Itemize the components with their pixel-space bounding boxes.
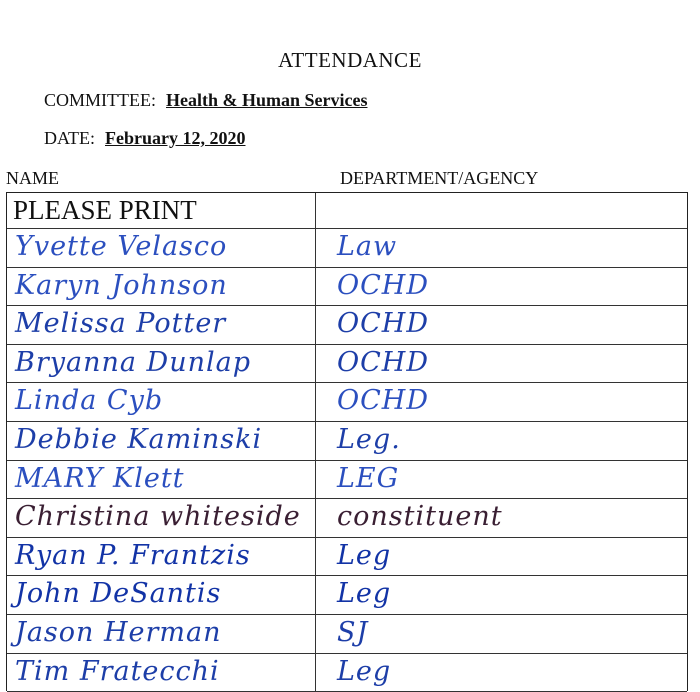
committee-line xyxy=(44,90,367,111)
attendee-department: OCHD xyxy=(337,385,429,417)
attendee-department: OCHD xyxy=(337,308,429,340)
table-row xyxy=(7,499,687,538)
attendee-name: Yvette Velasco xyxy=(15,231,228,262)
attendee-name: Bryanna Dunlap xyxy=(15,346,251,378)
table-row xyxy=(7,654,687,692)
attendance-table xyxy=(6,192,688,691)
table-row xyxy=(7,383,687,422)
please-print-instruction: PLEASE PRINT xyxy=(13,195,197,225)
table-row xyxy=(7,268,687,307)
attendee-name: Linda Cyb xyxy=(15,385,164,417)
attendee-name: John DeSantis xyxy=(15,578,222,610)
attendee-department: Law xyxy=(337,231,398,262)
attendee-department: Leg xyxy=(337,539,392,571)
table-row xyxy=(7,422,687,461)
table-row xyxy=(7,538,687,577)
page-title: ATTENDANCE xyxy=(278,48,422,72)
attendee-department: Leg xyxy=(337,655,392,687)
attendee-name: Karyn Johnson xyxy=(15,269,228,301)
table-row xyxy=(7,345,687,384)
attendee-department: LEG xyxy=(337,462,400,494)
attendee-department: OCHD xyxy=(337,269,429,301)
table-row xyxy=(7,461,687,500)
attendee-name: Tim Fratecchi xyxy=(15,655,220,687)
attendee-name: MARY Klett xyxy=(15,462,185,494)
attendee-name: Christina whiteside xyxy=(15,501,301,533)
date-value: February 12, 2020 xyxy=(105,128,246,148)
attendee-department: OCHD xyxy=(337,346,429,378)
attendee-name: Debbie Kaminski xyxy=(15,424,263,455)
table-row xyxy=(7,615,687,654)
committee-value: Health & Human Services xyxy=(166,90,368,110)
table-row xyxy=(7,306,687,345)
table-row xyxy=(7,576,687,615)
date-line xyxy=(44,128,245,149)
attendee-name: Jason Herman xyxy=(15,617,222,648)
date-label: DATE: xyxy=(44,128,95,148)
attendee-department: Leg xyxy=(337,578,392,610)
committee-label: COMMITTEE: xyxy=(44,90,156,110)
table-header-row xyxy=(7,193,687,229)
department-column-header: DEPARTMENT/AGENCY xyxy=(340,168,539,188)
attendee-department: Leg. xyxy=(337,424,401,455)
name-column-header: NAME xyxy=(6,168,59,188)
attendee-department: constituent xyxy=(337,501,503,533)
attendee-name: Melissa Potter xyxy=(15,308,227,340)
attendee-department: SJ xyxy=(337,617,369,648)
attendee-name: Ryan P. Frantzis xyxy=(15,539,251,571)
table-row xyxy=(7,229,687,268)
